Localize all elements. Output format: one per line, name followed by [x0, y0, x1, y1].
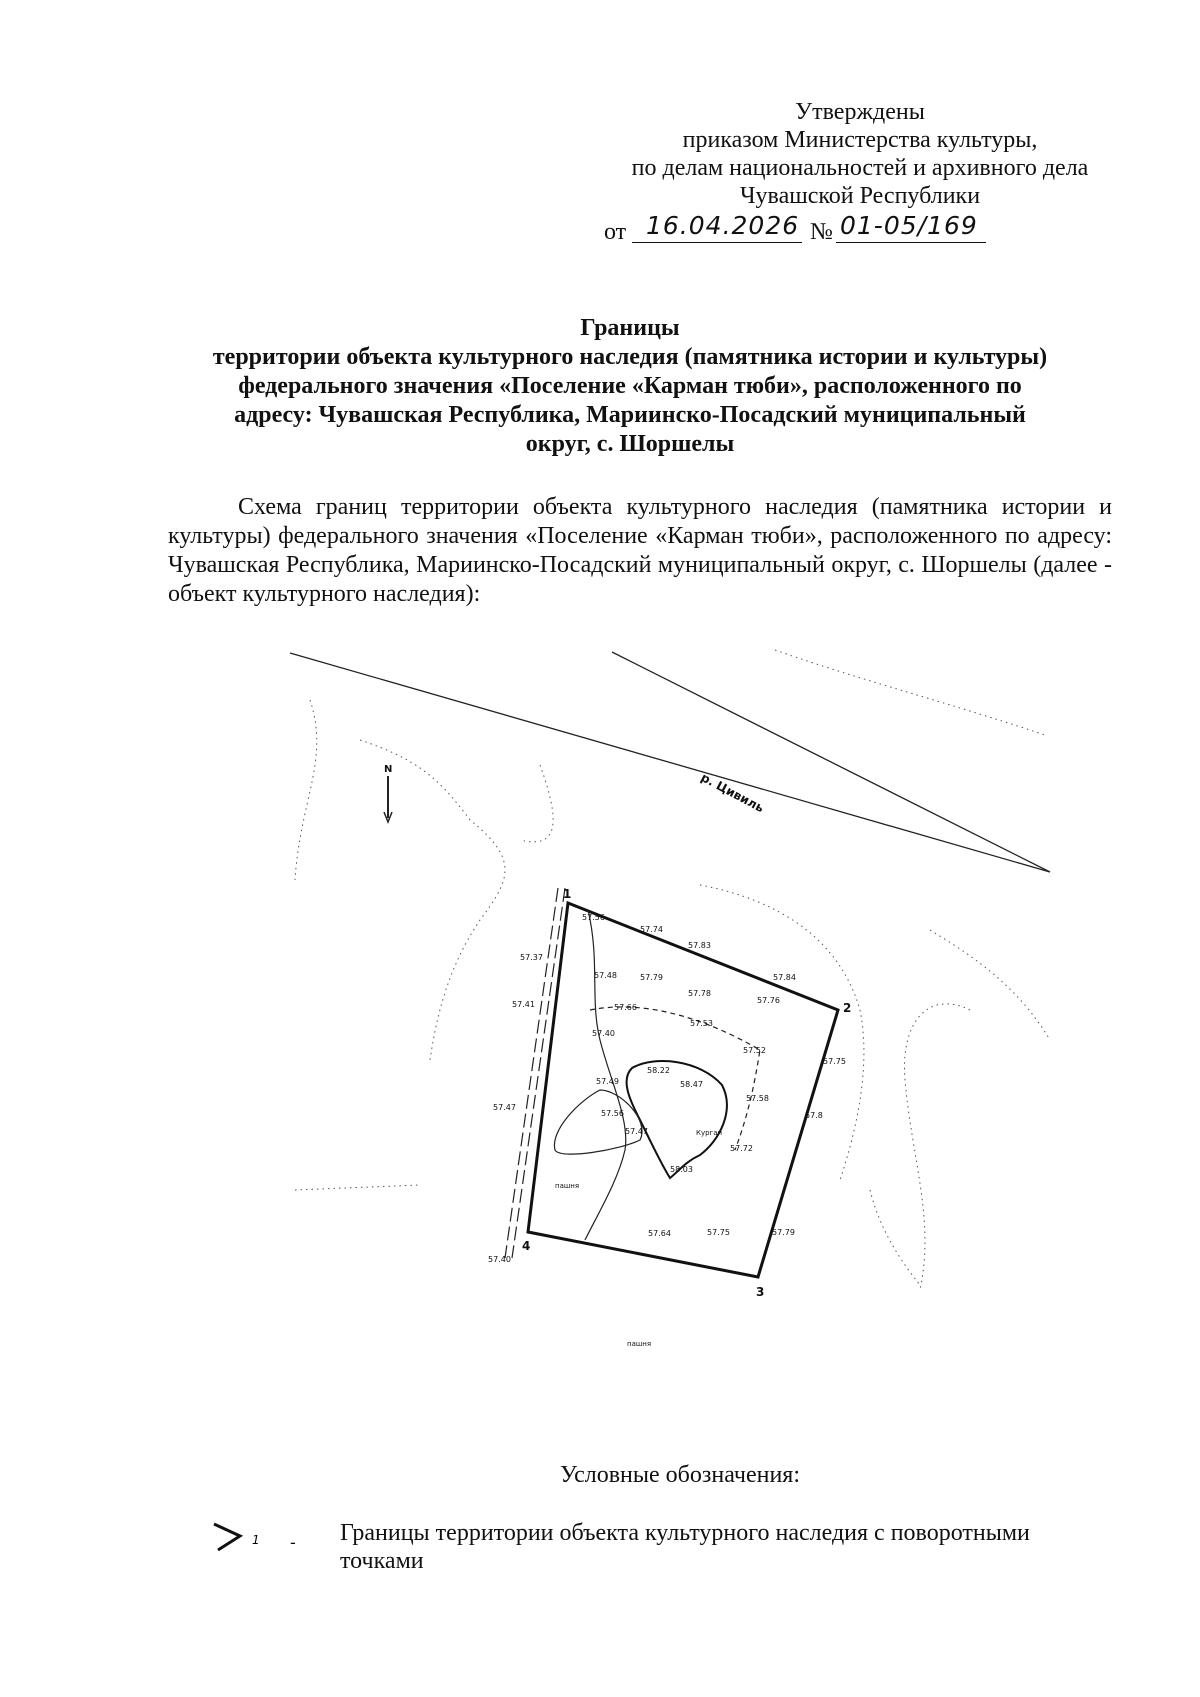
elevation-mark: 57.53: [690, 1019, 713, 1028]
terrain-dotted-6: [904, 1004, 970, 1290]
elevation-mark: 57.76: [757, 996, 780, 1005]
elevation-mark: 57.72: [730, 1144, 753, 1153]
elevation-mark: 57.8: [805, 1111, 823, 1120]
elevation-mark: 57.40: [592, 1029, 615, 1038]
elevation-mark: 57.79: [640, 973, 663, 982]
river-label: р. Цивиль: [698, 770, 767, 816]
turning-point-2: 2: [843, 1001, 852, 1015]
turning-point-3: 3: [756, 1285, 765, 1299]
terrain-dotted-8: [295, 1185, 420, 1190]
elevation-mark: 57.56: [601, 1109, 624, 1118]
elevation-mark: 57.41: [512, 1000, 535, 1009]
field-oval: [554, 1090, 642, 1154]
terrain-dotted-7: [930, 930, 1050, 1040]
legend-title: Условные обозначения:: [559, 1462, 801, 1488]
kurgan-label: Курган: [696, 1129, 723, 1137]
legend-description: Границы территории объекта культурного наследия с поворотными точками: [340, 1520, 1030, 1574]
north-arrow-icon: [384, 764, 392, 822]
from-label: от: [604, 219, 627, 245]
elevation-mark: 57.48: [594, 971, 617, 980]
elevation-mark: 57.47: [493, 1103, 516, 1112]
elevation-mark: 57.79: [772, 1228, 795, 1237]
approval-date-row: [604, 211, 1110, 246]
territory-boundary: [528, 903, 838, 1277]
title-line-3: федерального значения «Поселение «Карман тюби», расположенного по: [238, 373, 1022, 399]
legend-symbol-number: 1: [252, 1533, 260, 1547]
turning-point-4: 4: [522, 1239, 531, 1253]
title-line-5: округ, с. Шоршелы: [525, 431, 735, 457]
terrain-dotted-1: [295, 700, 317, 880]
elevation-mark: 57.49: [596, 1077, 619, 1086]
turning-point-1: 1: [563, 887, 572, 901]
terrain-dotted-3: [775, 650, 1045, 735]
approval-line-2: приказом Министерства культуры,: [682, 127, 1038, 153]
elevation-mark: 57.74: [640, 925, 663, 934]
title-line-1: Границы: [580, 315, 680, 341]
river-bank-upper: [290, 653, 1050, 872]
number-label: №: [810, 219, 833, 245]
elevation-mark: 58.47: [680, 1080, 703, 1089]
field-line: [585, 910, 626, 1240]
field-label-1: пашня: [555, 1182, 580, 1190]
elevation-mark: 57.58: [746, 1094, 769, 1103]
elevation-mark: 57.52: [743, 1046, 766, 1055]
approval-block: [604, 98, 1110, 246]
elevation-mark: 57.47: [625, 1127, 648, 1136]
boundary-scheme: [0, 640, 1200, 1360]
elevation-mark: 57.75: [823, 1057, 846, 1066]
approval-line-3: по делам национальностей и архивного дела: [631, 155, 1089, 181]
terrain-dotted-4: [520, 765, 553, 842]
elevation-mark: 58.22: [647, 1066, 670, 1075]
elevation-mark: 57.64: [648, 1229, 671, 1238]
elevation-mark: 57.66: [614, 1003, 637, 1012]
document-title: [150, 314, 1110, 459]
order-date: 16.04.2026: [646, 211, 800, 240]
elevation-mark: 57.78: [688, 989, 711, 998]
legend-dash: -: [290, 1533, 296, 1552]
terrain-dotted-9: [870, 1190, 920, 1285]
elevation-mark: 57.83: [688, 941, 711, 950]
approval-line-1: Утверждены: [795, 99, 925, 125]
kurgan-outline: [627, 1061, 727, 1178]
terrain-dotted-2: [360, 740, 505, 1060]
river-line: [612, 652, 1050, 872]
elevation-mark: 57.37: [520, 953, 543, 962]
title-line-4: адресу: Чувашская Республика, Мариинско-Посадский муниципальный: [234, 402, 1026, 428]
scheme-intro-paragraph: Схема границ территории объекта культурного наследия (памятника истории и культуры) федерального значения «Поселение «Карман тюби», расположенного по адресу: Чувашская Республика, Мариинско-Посадский муниципальный округ, с. Шоршелы (далее - объект культурного наследия):: [168, 494, 1112, 607]
elevation-mark: 57.40: [488, 1255, 511, 1264]
elevation-mark: 57.75: [707, 1228, 730, 1237]
road-edge-2: [512, 888, 565, 1258]
north-label: N: [384, 764, 393, 775]
terrain-dotted-5: [700, 885, 864, 1180]
title-line-2: территории объекта культурного наследия (памятника истории и культуры): [212, 344, 1048, 370]
field-label-2: пашня: [627, 1340, 652, 1348]
elevation-mark: 58.03: [670, 1165, 693, 1174]
elevation-mark: 57.56: [582, 913, 605, 922]
boundary-legend-icon: [212, 1520, 302, 1560]
elevation-mark: 57.84: [773, 973, 796, 982]
order-number: 01-05/169: [840, 211, 978, 240]
approval-line-4: Чувашской Республики: [739, 183, 981, 209]
elevation-marks: [488, 913, 846, 1264]
